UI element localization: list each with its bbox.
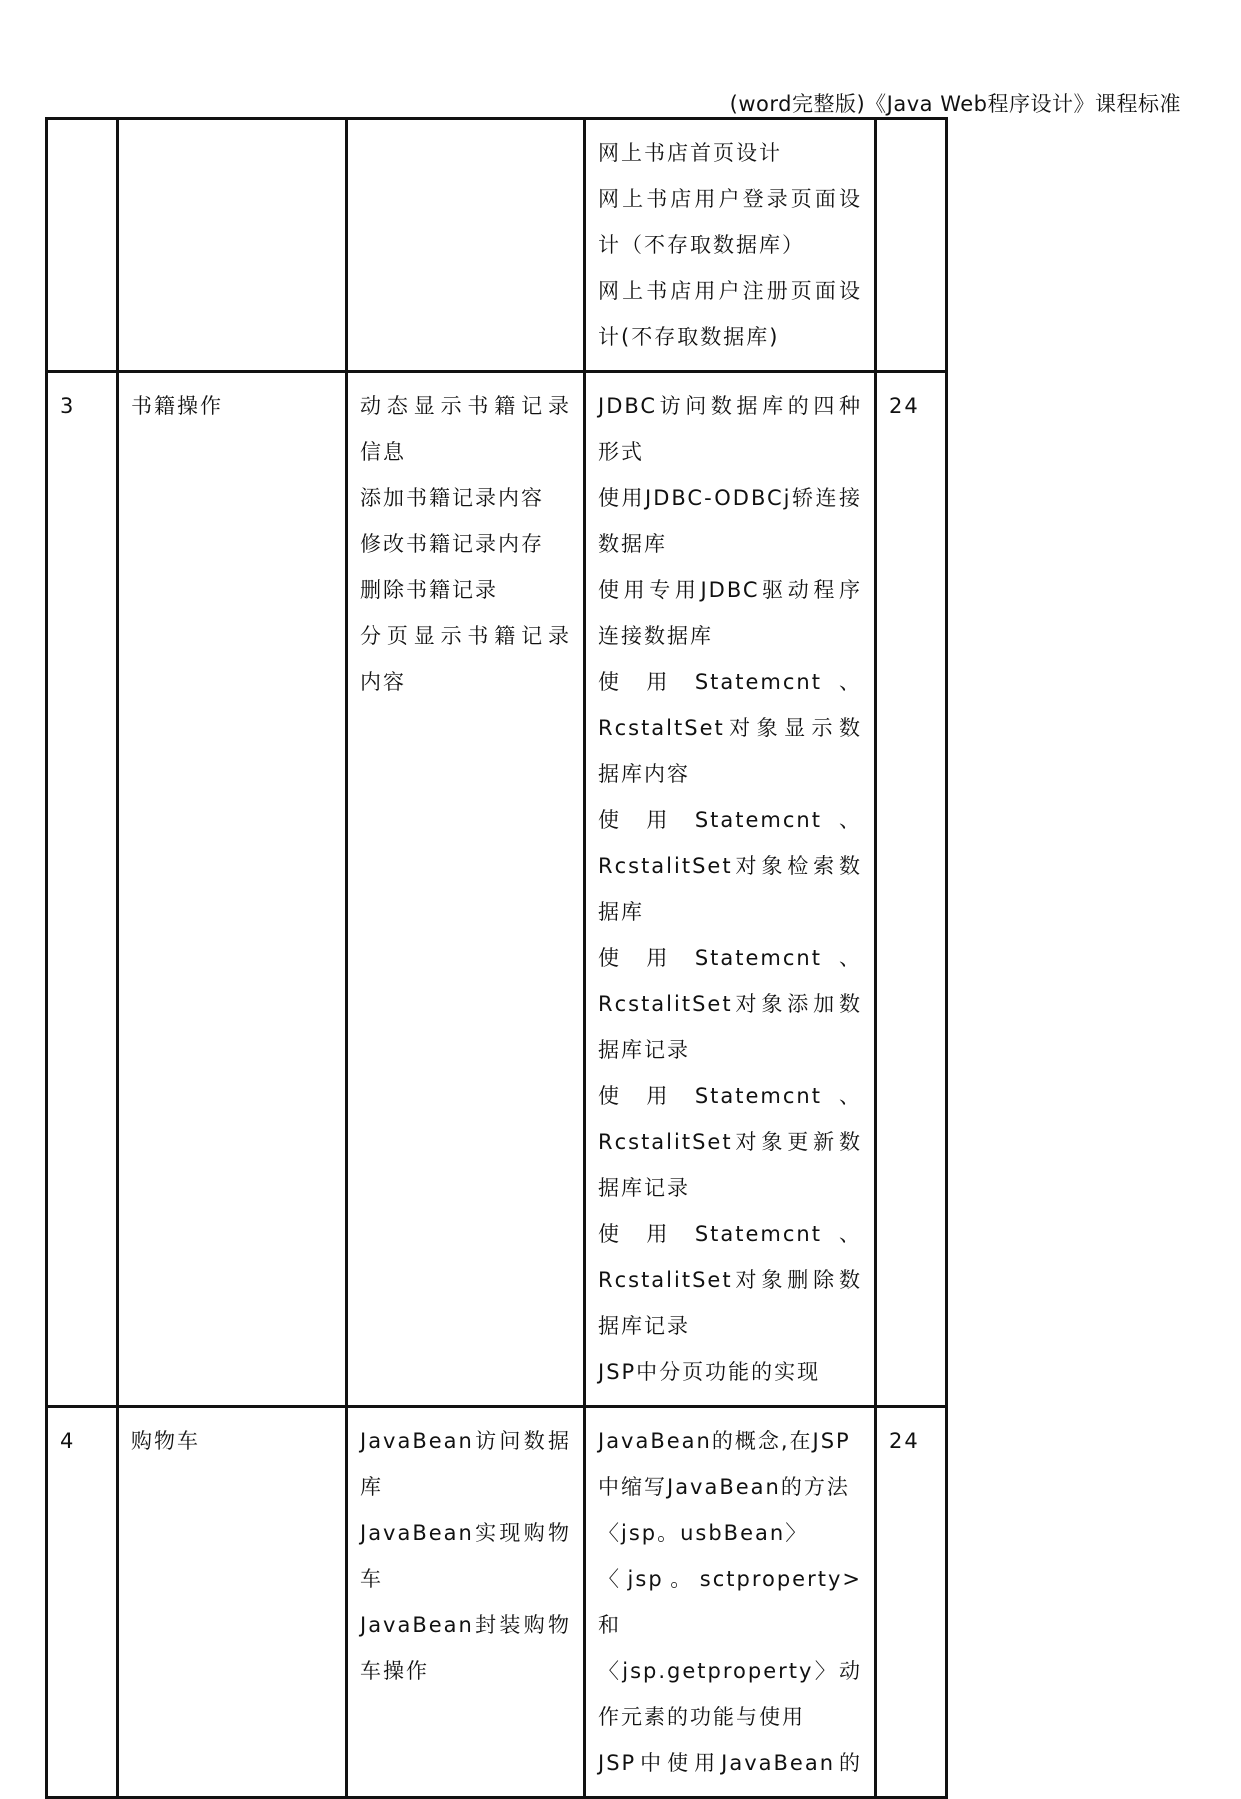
knowledge-line: 据库记录 bbox=[598, 1038, 690, 1062]
knowledge-line: 〈jsp.getproperty〉动 bbox=[598, 1659, 862, 1683]
cell-tasks bbox=[347, 1407, 585, 1798]
knowledge-line: JDBC访问数据库的四种 bbox=[598, 394, 862, 418]
knowledge-line: 使 用 Statemcnt 、 bbox=[598, 670, 862, 694]
knowledge-line: 作元素的功能与使用 bbox=[598, 1705, 805, 1729]
task-line: 内容 bbox=[360, 670, 406, 694]
knowledge-line: 使用专用JDBC驱动程序 bbox=[598, 578, 862, 602]
knowledge-line: 网上书店用户注册页面设 bbox=[598, 279, 862, 303]
task-line: 车 bbox=[360, 1567, 383, 1591]
knowledge-line: JavaBean的概念,在JSP bbox=[598, 1429, 851, 1453]
cell-number: 3 bbox=[47, 372, 118, 1407]
knowledge-line: 据库记录 bbox=[598, 1176, 690, 1200]
table-row-book-operations bbox=[47, 372, 947, 1407]
knowledge-line: RcstaltSet对象显示数 bbox=[598, 716, 862, 740]
task-line: 添加书籍记录内容 bbox=[360, 486, 544, 510]
cell-knowledge bbox=[585, 372, 876, 1407]
table-row-continued bbox=[47, 119, 947, 372]
task-line: 信息 bbox=[360, 440, 406, 464]
knowledge-line: RcstalitSet对象删除数 bbox=[598, 1268, 862, 1292]
cell-project-name bbox=[118, 119, 347, 372]
task-line: 修改书籍记录内存 bbox=[360, 532, 544, 556]
task-line: 动态显示书籍记录 bbox=[360, 394, 571, 418]
knowledge-line: 网上书店首页设计 bbox=[598, 141, 782, 165]
knowledge-line: RcstalitSet对象更新数 bbox=[598, 1130, 862, 1154]
knowledge-line: 〈jsp。sctproperty>和 bbox=[598, 1567, 862, 1637]
cell-tasks bbox=[347, 119, 585, 372]
task-line: JavaBean访问数据 bbox=[360, 1429, 571, 1453]
course-content-table bbox=[45, 117, 948, 1799]
knowledge-line: 使 用 Statemcnt 、 bbox=[598, 1222, 862, 1246]
knowledge-line: 计(不存取数据库) bbox=[598, 325, 780, 349]
task-line: JavaBean实现购物 bbox=[360, 1521, 571, 1545]
knowledge-line: 据库内容 bbox=[598, 762, 690, 786]
knowledge-line: JSP中分页功能的实现 bbox=[598, 1360, 821, 1384]
cell-tasks bbox=[347, 372, 585, 1407]
knowledge-line: 数据库 bbox=[598, 532, 667, 556]
knowledge-line: 使用JDBC-ODBCj轿连接 bbox=[598, 486, 862, 510]
knowledge-line: 网上书店用户登录页面设 bbox=[598, 187, 862, 211]
cell-number bbox=[47, 119, 118, 372]
page-header: (word完整版)《Java Web程序设计》课程标准 bbox=[729, 92, 1181, 116]
knowledge-line: 计（不存取数据库） bbox=[598, 233, 805, 257]
task-line: JavaBean封装购物 bbox=[360, 1613, 571, 1637]
cell-knowledge bbox=[585, 1407, 876, 1798]
knowledge-line: 使 用 Statemcnt 、 bbox=[598, 1084, 862, 1108]
cell-hours bbox=[876, 119, 947, 372]
knowledge-line: JSP中使用JavaBean的 bbox=[598, 1751, 862, 1775]
knowledge-line: 〈jsp。usbBean〉 bbox=[598, 1521, 809, 1545]
task-line: 库 bbox=[360, 1475, 383, 1499]
knowledge-line: 连接数据库 bbox=[598, 624, 713, 648]
knowledge-line: 形式 bbox=[598, 440, 644, 464]
knowledge-line: RcstalitSet对象添加数 bbox=[598, 992, 862, 1016]
task-line: 车操作 bbox=[360, 1659, 429, 1683]
task-line: 分页显示书籍记录 bbox=[360, 624, 571, 648]
cell-hours: 24 bbox=[876, 372, 947, 1407]
cell-hours: 24 bbox=[876, 1407, 947, 1798]
cell-project-name: 购物车 bbox=[118, 1407, 347, 1798]
knowledge-line: 中缩写JavaBean的方法 bbox=[598, 1475, 850, 1499]
task-line: 删除书籍记录 bbox=[360, 578, 498, 602]
table-row-shopping-cart bbox=[47, 1407, 947, 1798]
knowledge-line: 使 用 Statemcnt 、 bbox=[598, 808, 862, 832]
knowledge-line: 据库记录 bbox=[598, 1314, 690, 1338]
cell-number: 4 bbox=[47, 1407, 118, 1798]
cell-knowledge bbox=[585, 119, 876, 372]
knowledge-line: 使 用 Statemcnt 、 bbox=[598, 946, 862, 970]
cell-project-name: 书籍操作 bbox=[118, 372, 347, 1407]
knowledge-line: RcstalitSet对象检索数 bbox=[598, 854, 862, 878]
knowledge-line: 据库 bbox=[598, 900, 644, 924]
